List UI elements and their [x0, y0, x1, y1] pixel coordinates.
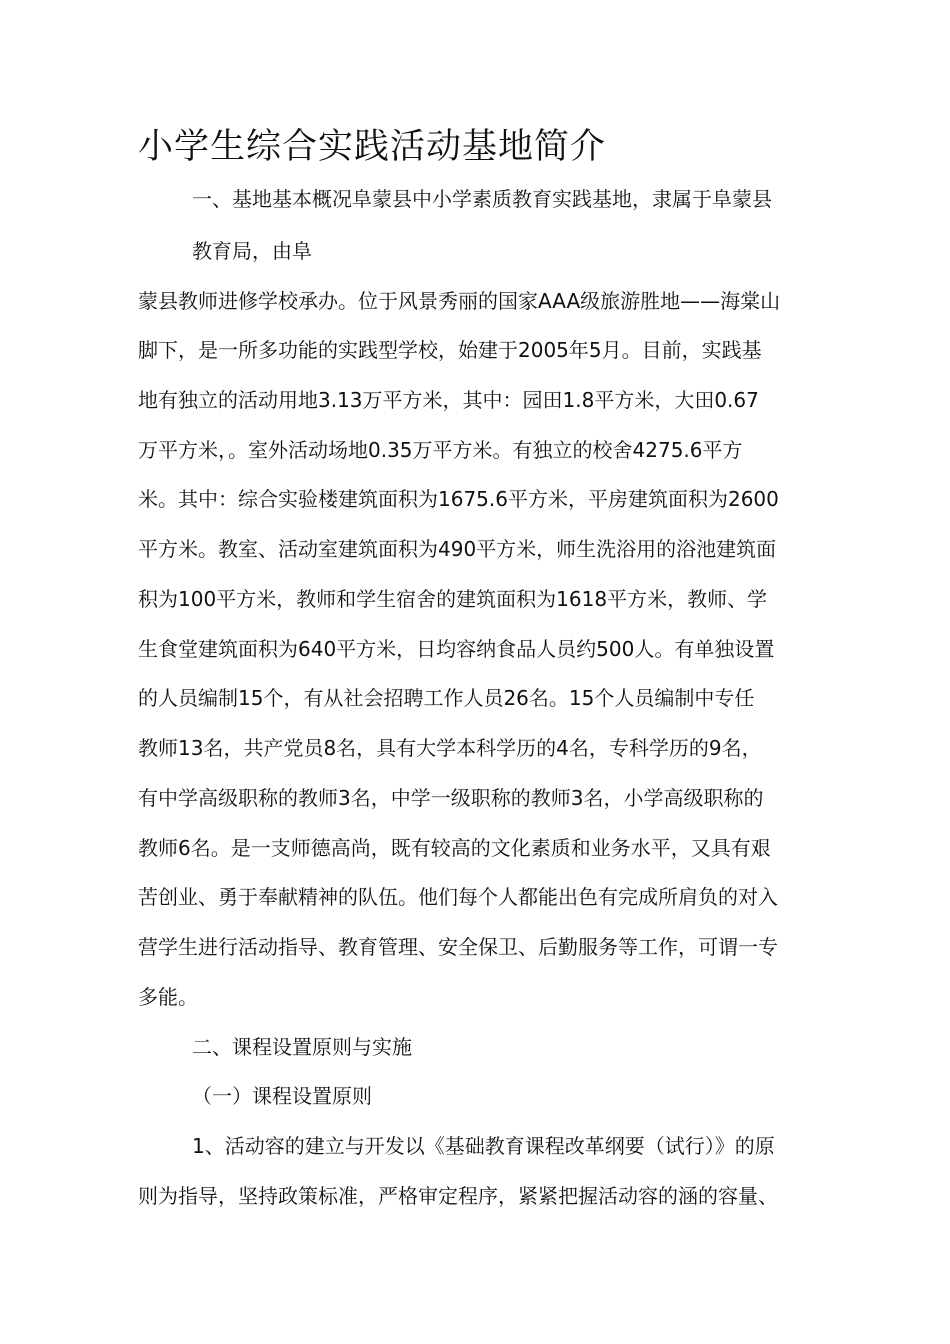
- para1-line1: 1、活动容的建立与开发以《基础教育课程改革纲要（试行）》的原: [192, 1134, 775, 1158]
- body-text-line: 万平方米，。室外活动场地0.35万平方米。有独立的校舍4275.6平方: [138, 438, 743, 462]
- body-text-line: 苦创业、勇于奉献精神的队伍。他们每个人都能出色有完成所肩负的对入: [138, 885, 778, 909]
- body-text-line: 的人员编制15个，有从社会招聘工作人员26名。15个人员编制中专任: [138, 686, 755, 710]
- body-text-line: 米。其中：综合实验楼建筑面积为1675.6平方米，平房建筑面积为2600: [138, 487, 779, 511]
- body-text-line: 多能。: [138, 985, 198, 1009]
- body-text-line: 积为100平方米，教师和学生宿舍的建筑面积为1618平方米，教师、学: [138, 587, 768, 611]
- body-text-line: 教师13名，共产党员8名，具有大学本科学历的4名，专科学历的9名，: [138, 736, 762, 760]
- para1-line2: 则为指导，坚持政策标准，严格审定程序，紧紧把握活动容的涵的容量、: [138, 1184, 778, 1208]
- body-text-line: 平方米。教室、活动室建筑面积为490平方米，师生洗浴用的浴池建筑面: [138, 537, 777, 561]
- section2-subheading: （一）课程设置原则: [192, 1084, 372, 1108]
- section1-heading-line1: 一、基地基本概况阜蒙县中小学素质教育实践基地，隶属于阜蒙县: [192, 187, 772, 211]
- body-text-line: 脚下，是一所多功能的实践型学校，始建于2005年5月。目前，实践基: [138, 338, 762, 362]
- section2-heading: 二、课程设置原则与实施: [192, 1035, 412, 1059]
- document-title: 小学生综合实践活动基地简介: [138, 127, 607, 168]
- body-text-line: 地有独立的活动用地3.13万平方米，其中：园田1.8平方米，大田0.67: [138, 388, 759, 412]
- body-text-line: 生食堂建筑面积为640平方米，日均容纳食品人员约500人。有单独设置: [138, 637, 775, 661]
- body-text-line: 蒙县教师进修学校承办。位于风景秀丽的国家AAA级旅游胜地——海棠山: [138, 289, 781, 313]
- body-text-line: 营学生进行活动指导、教育管理、安全保卫、后勤服务等工作，可谓一专: [138, 935, 778, 959]
- body-text-line: 教师6名。是一支师德高尚，既有较高的文化素质和业务水平，又具有艰: [138, 836, 771, 860]
- body-text-line: 有中学高级职称的教师3名，中学一级职称的教师3名，小学高级职称的: [138, 786, 764, 810]
- section1-heading-line2: 教育局，由阜: [192, 239, 312, 263]
